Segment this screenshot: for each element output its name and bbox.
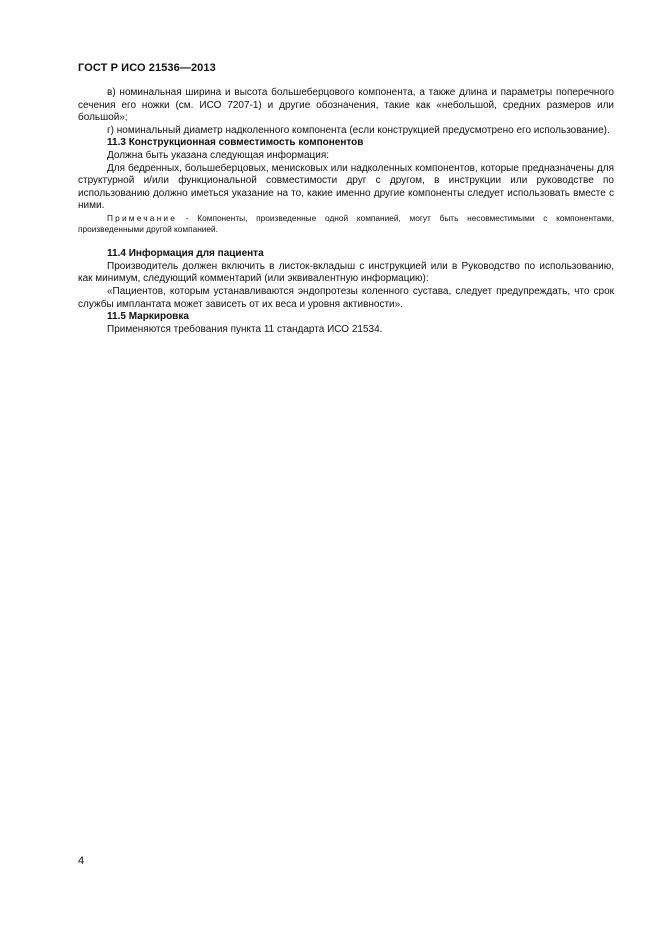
paragraph: «Пациентов, которым устанавливаются эндопротезы коленного сустава, следует предупреждать, что срок службы имплантата может зависеть от их веса и уровня активности».	[78, 285, 614, 310]
section-heading-11-4: 11.4 Информация для пациента	[107, 248, 264, 260]
paragraph: Производитель должен включить в листок-вкладыш с инструкцией или в Руководство по использованию, как минимум, следующий комментарий (или эквивалентную информацию):	[78, 260, 614, 285]
page-number: 4	[78, 855, 85, 867]
paragraph: Для бедренных, большеберцовых, менисковых или надколенных компонентов, которые предназначены для структурной и/или функциональной совместимости друг с другом, в инструкции или руководстве по использованию должно иметься указание на то, какие именно другие компоненты следует использовать вместе с ними.	[78, 162, 614, 212]
note-text: - Компоненты, произведенные одной компанией, могут быть несовместимыми с компонентами, произведенными другой компанией.	[78, 212, 614, 234]
section-heading-11-3: 11.3 Конструкционная совместимость компонентов	[107, 137, 364, 149]
spacer	[78, 234, 614, 248]
list-item-g: г) номинальный диаметр надколенного компонента (если конструкцией предусмотрено его использование).	[107, 124, 610, 136]
document-body	[78, 87, 614, 336]
note-label: Примечание	[107, 212, 178, 223]
list-item-v: в) номинальная ширина и высота большеберцового компонента, а также длина и параметры поперечного сечения его ножки (см. ИСО 7207-1) и другие обозначения, такие как «небольшой, средних размеров или большой»;	[78, 87, 614, 124]
note	[78, 213, 614, 234]
paragraph: Применяются требования пункта 11 стандарта ИСО 21534.	[107, 323, 383, 335]
document-header: ГОСТ Р ИСО 21536—2013	[78, 62, 216, 74]
paragraph: Должна быть указана следующая информация:	[107, 149, 330, 161]
section-heading-11-5: 11.5 Маркировка	[107, 311, 189, 323]
